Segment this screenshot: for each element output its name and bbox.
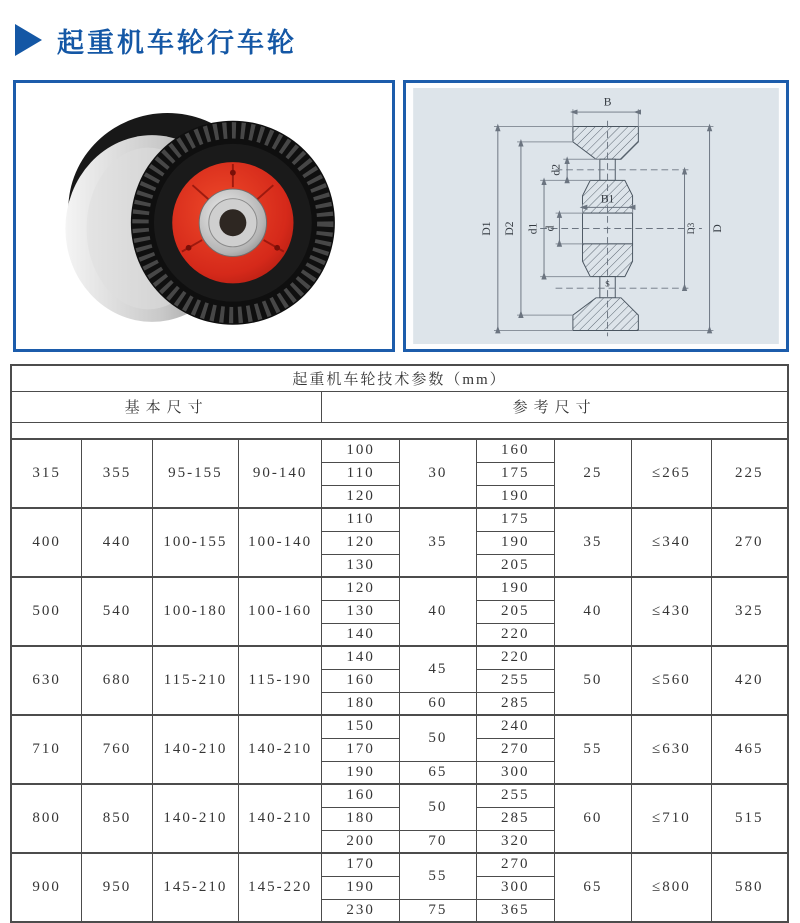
cell-c7: 365 <box>476 899 554 922</box>
cell-c6: 35 <box>399 508 476 577</box>
cell-c8: 65 <box>554 853 632 922</box>
cell-c7: 190 <box>476 485 554 508</box>
cell-c1: 900 <box>11 853 82 922</box>
cell-c3: 140-210 <box>152 715 238 784</box>
table-row <box>11 715 788 738</box>
table-row <box>11 508 788 531</box>
dim-label-B: B <box>603 96 612 109</box>
cell-c2: 440 <box>82 508 153 577</box>
cell-c1: 630 <box>11 646 82 715</box>
cell-c1: 710 <box>11 715 82 784</box>
cell-c1: 500 <box>11 577 82 646</box>
cell-c5: 170 <box>322 738 400 761</box>
cell-c3: 145-210 <box>152 853 238 922</box>
spec-table <box>10 364 789 923</box>
cell-c8: 35 <box>554 508 632 577</box>
spacer-row <box>11 422 788 439</box>
cell-c4: 140-210 <box>239 784 322 853</box>
cell-c7: 255 <box>476 784 554 807</box>
cell-c10: 420 <box>711 646 788 715</box>
cell-c3: 115-210 <box>152 646 238 715</box>
cell-c5: 160 <box>322 784 400 807</box>
cell-c7: 220 <box>476 623 554 646</box>
section-reference: 参考尺寸 <box>322 391 788 422</box>
cell-c2: 850 <box>82 784 153 853</box>
cell-c8: 55 <box>554 715 632 784</box>
cell-c8: 60 <box>554 784 632 853</box>
cell-c6: 55 <box>399 853 476 899</box>
cell-c3: 140-210 <box>152 784 238 853</box>
cell-c6: 50 <box>399 784 476 830</box>
page-header <box>0 0 800 80</box>
cell-c2: 540 <box>82 577 153 646</box>
cell-c9: ≤560 <box>632 646 711 715</box>
cell-c9: ≤800 <box>632 853 711 922</box>
dim-label-D2: D2 <box>504 221 517 236</box>
cell-c7: 300 <box>476 761 554 784</box>
cell-c9: ≤710 <box>632 784 711 853</box>
dim-label-s: S <box>605 278 610 289</box>
cell-c7: 300 <box>476 876 554 899</box>
cell-c10: 515 <box>711 784 788 853</box>
cell-c5: 170 <box>322 853 400 876</box>
cell-c1: 315 <box>11 439 82 508</box>
page-title: 起重机车轮行车轮 <box>57 27 297 58</box>
crane-wheel-photo <box>21 88 387 344</box>
dim-label-d2: d2 <box>550 164 563 176</box>
cell-c8: 25 <box>554 439 632 508</box>
cell-c2: 355 <box>82 439 153 508</box>
cell-c5: 120 <box>322 485 400 508</box>
cell-c5: 110 <box>322 462 400 485</box>
dim-label-D1: D1 <box>481 221 494 236</box>
cell-c7: 240 <box>476 715 554 738</box>
table-row <box>11 439 788 462</box>
cell-c10: 225 <box>711 439 788 508</box>
cell-c10: 270 <box>711 508 788 577</box>
cell-c9: ≤340 <box>632 508 711 577</box>
table-row <box>11 577 788 600</box>
cell-c7: 255 <box>476 669 554 692</box>
cell-c10: 465 <box>711 715 788 784</box>
dimension-diagram-panel <box>403 80 789 352</box>
cell-c5: 110 <box>322 508 400 531</box>
cell-c6: 60 <box>399 692 476 715</box>
cell-c5: 230 <box>322 899 400 922</box>
cell-c10: 325 <box>711 577 788 646</box>
cell-c4: 140-210 <box>239 715 322 784</box>
cell-c9: ≤430 <box>632 577 711 646</box>
cell-c3: 100-155 <box>152 508 238 577</box>
cell-c6: 45 <box>399 646 476 692</box>
cell-c5: 200 <box>322 830 400 853</box>
table-title: 起重机车轮技术参数（mm） <box>11 365 788 391</box>
cell-c3: 100-180 <box>152 577 238 646</box>
cell-c5: 140 <box>322 646 400 669</box>
cell-c10: 580 <box>711 853 788 922</box>
cell-c5: 140 <box>322 623 400 646</box>
cell-c5: 100 <box>322 439 400 462</box>
cell-c5: 120 <box>322 577 400 600</box>
cell-c8: 50 <box>554 646 632 715</box>
cell-c1: 800 <box>11 784 82 853</box>
product-photo-panel <box>13 80 395 352</box>
cell-c2: 950 <box>82 853 153 922</box>
table-row <box>11 646 788 669</box>
dim-label-D3: D3 <box>686 222 698 235</box>
dim-label-d: d <box>544 225 557 232</box>
cell-c2: 680 <box>82 646 153 715</box>
cell-c5: 160 <box>322 669 400 692</box>
cell-c7: 320 <box>476 830 554 853</box>
cell-c5: 180 <box>322 807 400 830</box>
cell-c7: 175 <box>476 508 554 531</box>
cell-c7: 175 <box>476 462 554 485</box>
wheel-cross-section-diagram <box>411 88 781 344</box>
cell-c5: 180 <box>322 692 400 715</box>
cell-c6: 75 <box>399 899 476 922</box>
cell-c6: 50 <box>399 715 476 761</box>
cell-c6: 65 <box>399 761 476 784</box>
cell-c7: 270 <box>476 853 554 876</box>
header-arrow-icon <box>15 24 42 56</box>
cell-c4: 100-160 <box>239 577 322 646</box>
cell-c6: 70 <box>399 830 476 853</box>
cell-c7: 160 <box>476 439 554 462</box>
table-row <box>11 784 788 807</box>
cell-c8: 40 <box>554 577 632 646</box>
cell-c4: 100-140 <box>239 508 322 577</box>
cell-c7: 285 <box>476 692 554 715</box>
cell-c6: 30 <box>399 439 476 508</box>
cell-c5: 190 <box>322 761 400 784</box>
cell-c9: ≤265 <box>632 439 711 508</box>
dim-label-B1: B1 <box>600 193 615 206</box>
dim-label-D: D <box>712 224 725 233</box>
cell-c5: 150 <box>322 715 400 738</box>
cell-c7: 205 <box>476 600 554 623</box>
cell-c4: 145-220 <box>239 853 322 922</box>
cell-c7: 285 <box>476 807 554 830</box>
cell-c2: 760 <box>82 715 153 784</box>
section-basic: 基本尺寸 <box>11 391 322 422</box>
cell-c7: 270 <box>476 738 554 761</box>
cell-c5: 120 <box>322 531 400 554</box>
cell-c1: 400 <box>11 508 82 577</box>
cell-c7: 190 <box>476 577 554 600</box>
dim-label-d1: d1 <box>527 222 540 235</box>
cell-c7: 190 <box>476 531 554 554</box>
cell-c9: ≤630 <box>632 715 711 784</box>
cell-c3: 95-155 <box>152 439 238 508</box>
cell-c6: 40 <box>399 577 476 646</box>
cell-c5: 130 <box>322 554 400 577</box>
cell-c5: 190 <box>322 876 400 899</box>
cell-c7: 220 <box>476 646 554 669</box>
cell-c5: 130 <box>322 600 400 623</box>
table-row <box>11 853 788 876</box>
cell-c7: 205 <box>476 554 554 577</box>
cell-c4: 90-140 <box>239 439 322 508</box>
cell-c4: 115-190 <box>239 646 322 715</box>
image-row <box>0 80 800 352</box>
